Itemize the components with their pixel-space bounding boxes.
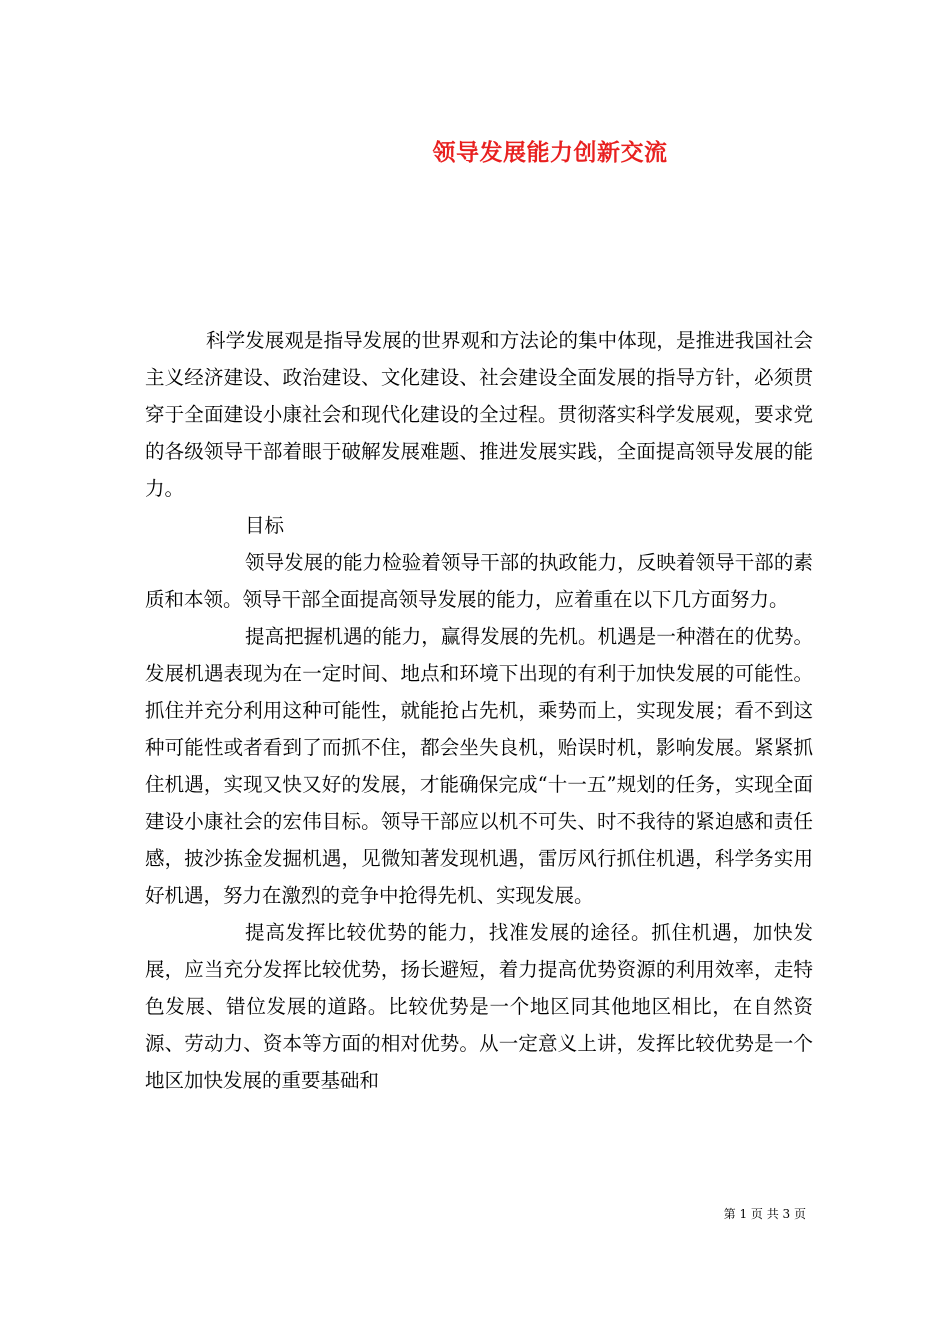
paragraph-intro: 科学发展观是指导发展的世界观和方法论的集中体现，是推进我国社会主义经济建设、政治建设、文化建设、社会建设全面发展的指导方针，必须贯穿于全面建设小康社会和现代化建设的全过程。贯彻落实科学发展观，要求党的各级领导干部着眼于破解发展难题、推进发展实践，全面提高领导发展的能力。 <box>145 329 813 500</box>
section-heading: 目标 <box>245 514 285 537</box>
paragraph-ability: 领导发展的能力检验着领导干部的执政能力，反映着领导干部的素质和本领。领导干部全面提高领导发展的能力，应着重在以下几方面努力。 <box>145 551 813 611</box>
page-number: 第 1 页 共 3 页 <box>723 1207 806 1221</box>
document-title: 领导发展能力创新交流 <box>432 139 668 166</box>
document-body <box>145 322 813 1099</box>
paragraph-advantage: 提高发挥比较优势的能力，找准发展的途径。抓住机遇，加快发展，应当充分发挥比较优势，扬长避短，着力提高优势资源的利用效率，走特色发展、错位发展的道路。比较优势是一个地区同其他地区相比，在自然资源、劳动力、资本等方面的相对优势。从一定意义上讲，发挥比较优势是一个地区加快发展的重要基础和 <box>145 921 813 1092</box>
paragraph-opportunity: 提高把握机遇的能力，赢得发展的先机。机遇是一种潜在的优势。发展机遇表现为在一定时间、地点和环境下出现的有利于加快发展的可能性。抓住并充分利用这种可能性，就能抢占先机，乘势而上，实现发展；看不到这种可能性或者看到了而抓不住，都会坐失良机，贻误时机，影响发展。紧紧抓住机遇，实现又快又好的发展，才能确保完成“十一五”规划的任务，实现全面建设小康社会的宏伟目标。领导干部应以机不可失、时不我待的紧迫感和责任感，披沙拣金发掘机遇，见微知著发现机遇，雷厉风行抓住机遇，科学务实用好机遇，努力在激烈的竞争中抢得先机、实现发展。 <box>145 625 813 907</box>
